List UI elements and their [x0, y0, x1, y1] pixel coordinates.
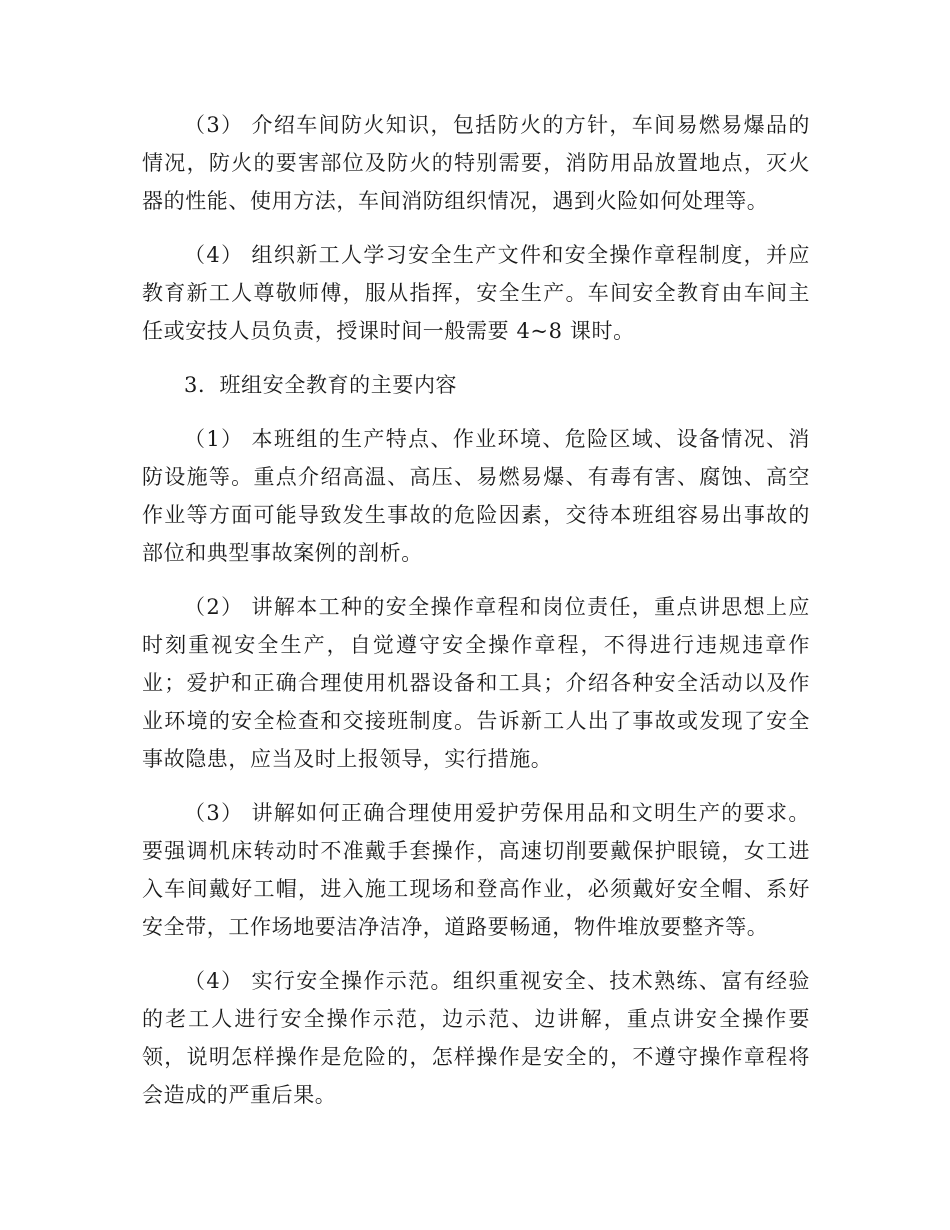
paragraph-safety-demonstration: （4） 实行安全操作示范。组织重视安全、技术熟练、富有经验的老工人进行安全操作示范，边示范、边讲解，重点讲安全操作要领，说明怎样操作是危险的，怎样操作是安全的，不遵守操作章程将会造成的严重后果。	[142, 969, 810, 1107]
paragraph-workshop-fire-safety: （3） 介绍车间防火知识，包括防火的方针，车间易燃易爆品的情况，防火的要害部位及防火的特别需要，消防用品放置地点，灭火器的性能、使用方法，车间消防组织情况，遇到火险如何处理等。	[142, 113, 810, 213]
paragraph-workshop-regulations: （4） 组织新工人学习安全生产文件和安全操作章程制度，并应教育新工人尊敬师傅，服从指挥，安全生产。车间安全教育由车间主任或安技人员负责，授课时间一般需要 4~8 课时。	[142, 243, 810, 343]
paragraph-team-characteristics: （1） 本班组的生产特点、作业环境、危险区域、设备情况、消防设施等。重点介绍高温、高压、易燃易爆、有毒有害、腐蚀、高空作业等方面可能导致发生事故的危险因素，交待本班组容易出事故的部位和典型事故案例的剖析。	[142, 427, 810, 565]
document-body	[142, 106, 810, 1130]
paragraph-operating-rules: （2） 讲解本工种的安全操作章程和岗位责任，重点讲思想上应时刻重视安全生产，自觉遵守安全操作章程，不得进行违规违章作业；爱护和正确合理使用机器设备和工具；介绍各种安全活动以及作业环境的安全检查和交接班制度。告诉新工人出了事故或发现了安全事故隐患，应当及时上报领导，实行措施。	[142, 595, 810, 771]
paragraph-protective-equipment: （3） 讲解如何正确合理使用爱护劳保用品和文明生产的要求。要强调机床转动时不准戴手套操作，高速切削要戴保护眼镜，女工进入车间戴好工帽，进入施工现场和登高作业，必须戴好安全帽、系好安全带，工作场地要洁净洁净，道路要畅通，物件堆放要整齐等。	[142, 801, 810, 939]
section-heading-team-education: 3．班组安全教育的主要内容	[184, 373, 458, 397]
